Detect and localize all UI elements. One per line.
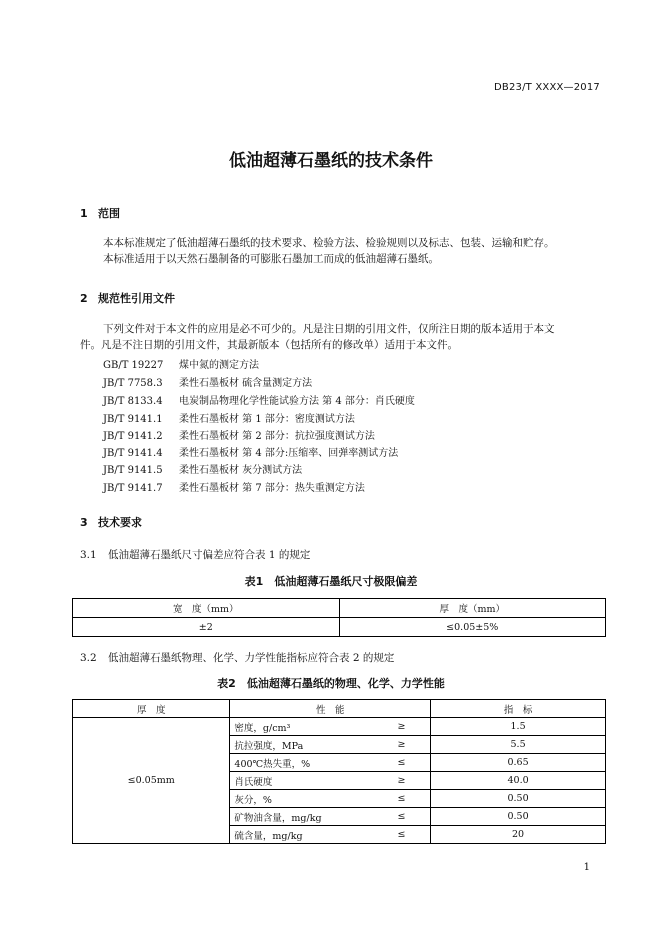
- thickness-cell: ≤0.05mm: [73, 718, 230, 844]
- reference-item: [103, 356, 259, 371]
- reference-code: JB/T 9141.5: [103, 465, 163, 476]
- table-header-row: [73, 700, 606, 718]
- operator-cell: ≥: [373, 772, 431, 790]
- subsection-3-2: [80, 650, 394, 665]
- reference-code: JB/T 9141.1: [103, 414, 163, 425]
- section-1-line-2: 本标准适用于以天然石墨制备的可膨胀石墨加工而成的低油超薄石墨纸。: [103, 253, 439, 265]
- reference-item: [103, 444, 398, 459]
- reference-item: [103, 427, 375, 442]
- operator-cell: ≤: [373, 826, 431, 844]
- table-cell: ±2: [73, 618, 340, 637]
- value-cell: 5.5: [431, 736, 606, 754]
- subsection-number: 3.2: [80, 652, 97, 664]
- section-title: 范围: [98, 207, 120, 220]
- header-cell: 厚 度: [73, 700, 230, 718]
- operator-cell: ≤: [373, 790, 431, 808]
- table-cell: ≤0.05±5%: [339, 618, 606, 637]
- operator-cell: ≤: [373, 808, 431, 826]
- reference-name: 柔性石墨板材 第 7 部分：热失重测定方法: [179, 483, 365, 494]
- section-title: 技术要求: [98, 516, 142, 529]
- property-cell: 灰分，%: [230, 790, 373, 808]
- section-1-heading: [80, 205, 120, 221]
- reference-item: [103, 392, 415, 407]
- operator-cell: ≥: [373, 736, 431, 754]
- standard-code: DB23/T XXXX—2017: [494, 82, 600, 93]
- reference-code: JB/T 9141.2: [103, 431, 163, 442]
- value-cell: 0.50: [431, 808, 606, 826]
- property-cell: 肖氏硬度: [230, 772, 373, 790]
- value-cell: 0.65: [431, 754, 606, 772]
- operator-cell: ≤: [373, 754, 431, 772]
- page-number: 1: [583, 862, 590, 873]
- header-cell: 性 能: [230, 700, 431, 718]
- reference-item: [103, 374, 312, 389]
- table-2-caption: 表2 低油超薄石墨纸的物理、化学、力学性能: [217, 677, 445, 690]
- property-cell: 抗拉强度，MPa: [230, 736, 373, 754]
- subsection-text: 低油超薄石墨纸尺寸偏差应符合表 1 的规定: [108, 549, 311, 561]
- reference-code: GB/T 19227: [103, 360, 164, 371]
- header-cell: 指 标: [431, 700, 606, 718]
- reference-item: [103, 479, 365, 494]
- table-2: [72, 699, 606, 844]
- section-2-intro-2: 件。凡是不注日期的引用文件，其最新版本（包括所有的修改单）适用于本文件。: [80, 339, 458, 351]
- reference-name: 柔性石墨板材 硫含量测定方法: [179, 378, 313, 389]
- table-1: [72, 598, 606, 637]
- section-3-heading: [80, 514, 142, 530]
- section-number: 1: [80, 207, 88, 220]
- subsection-number: 3.1: [80, 549, 97, 561]
- section-2-intro-1: 下列文件对于本文件的应用是必不可少的。凡是注日期的引用文件，仅所注日期的版本适用于本文: [103, 323, 555, 335]
- reference-name: 煤中氮的测定方法: [179, 360, 259, 371]
- section-number: 3: [80, 516, 88, 529]
- reference-code: JB/T 7758.3: [103, 378, 163, 389]
- subsection-text: 低油超薄石墨纸物理、化学、力学性能指标应符合表 2 的规定: [108, 652, 395, 664]
- property-cell: 密度，g/cm³: [230, 718, 373, 736]
- section-title: 规范性引用文件: [98, 292, 175, 305]
- section-1-line-1: 本本标准规定了低油超薄石墨纸的技术要求、检验方法、检验规则以及标志、包装、运输和贮存。: [103, 237, 555, 249]
- reference-item: [103, 410, 355, 425]
- reference-name: 柔性石墨板材 第 4 部分:压缩率、回弹率测试方法: [179, 448, 399, 459]
- property-cell: 400℃热失重，%: [230, 754, 373, 772]
- reference-name: 电炭制品物理化学性能试验方法 第 4 部分：肖氏硬度: [179, 396, 415, 407]
- table-row: [73, 618, 606, 637]
- header-cell: 厚 度（mm）: [339, 599, 606, 618]
- value-cell: 20: [431, 826, 606, 844]
- reference-code: JB/T 8133.4: [103, 396, 163, 407]
- reference-name: 柔性石墨板材 第 1 部分：密度测试方法: [179, 414, 355, 425]
- property-cell: 硫含量，mg/kg: [230, 826, 373, 844]
- header-cell: 宽 度（mm）: [73, 599, 340, 618]
- section-2-heading: [80, 290, 175, 306]
- section-number: 2: [80, 292, 88, 305]
- reference-name: 柔性石墨板材 第 2 部分：抗拉强度测试方法: [179, 431, 375, 442]
- reference-name: 柔性石墨板材 灰分测试方法: [179, 465, 303, 476]
- reference-code: JB/T 9141.7: [103, 483, 163, 494]
- table-1-caption: 表1 低油超薄石墨纸尺寸极限偏差: [244, 575, 418, 588]
- document-title: 低油超薄石墨纸的技术条件: [229, 151, 433, 171]
- reference-item: [103, 461, 302, 476]
- property-cell: 矿物油含量，mg/kg: [230, 808, 373, 826]
- reference-code: JB/T 9141.4: [103, 448, 163, 459]
- operator-cell: ≥: [373, 718, 431, 736]
- table-header-row: [73, 599, 606, 618]
- value-cell: 0.50: [431, 790, 606, 808]
- subsection-3-1: [80, 547, 310, 562]
- table-row: [73, 718, 606, 736]
- value-cell: 1.5: [431, 718, 606, 736]
- value-cell: 40.0: [431, 772, 606, 790]
